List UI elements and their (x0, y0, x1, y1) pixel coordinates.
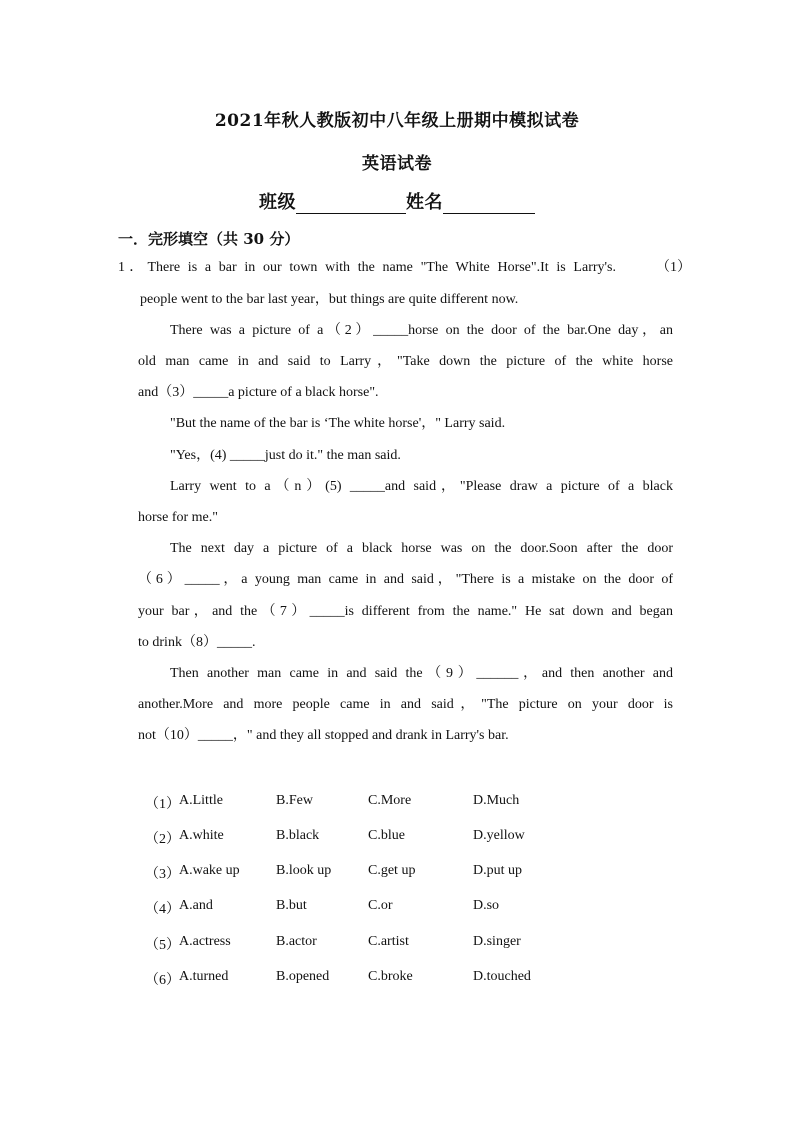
passage-line: （6）_____，a young man came in and said，"There is a mistake on the door of (138, 572, 673, 587)
option-b[interactable]: B.Few (276, 793, 313, 808)
option-b[interactable]: B.but (276, 898, 307, 913)
exam-title: 2021年秋人教版初中八年级上册期中模拟试卷 (214, 111, 580, 131)
passage-line: Then another man came in and said the（9）______，and then another and (170, 666, 673, 681)
passage-line: 1．There is a bar in our town with the name "The White Horse".It is Larry's. (118, 260, 616, 275)
option-d[interactable]: D.touched (473, 969, 531, 984)
option-a[interactable]: A.and (179, 898, 213, 913)
passage-line: The next day a picture of a black horse was on the door.Soon after the door (170, 541, 673, 556)
option-number: （6） (145, 973, 180, 988)
option-c[interactable]: C.or (368, 898, 393, 913)
passage-line: people went to the bar last year，but things are quite different now. (140, 292, 519, 307)
option-c[interactable]: C.More (368, 793, 412, 808)
blank-marker-1: （1） (656, 260, 691, 275)
option-a[interactable]: A.actress (179, 934, 231, 949)
option-number: （2） (145, 832, 180, 847)
option-b[interactable]: B.opened (276, 969, 330, 984)
name-label: 姓名 (406, 192, 443, 213)
option-number: （3） (145, 867, 180, 882)
passage-line: not（10）_____，" and they all stopped and drank in Larry's bar. (138, 728, 509, 743)
option-d[interactable]: D.so (473, 898, 500, 913)
passage-line: "Yes，(4) _____just do it." the man said. (170, 448, 401, 463)
option-b[interactable]: B.actor (276, 934, 317, 949)
exam-subject: 英语试卷 (362, 154, 432, 174)
option-a[interactable]: A.Little (179, 793, 223, 808)
passage-line: to drink（8）_____. (138, 635, 256, 650)
passage-line: "But the name of the bar is ‘The white horse'，" Larry said. (170, 416, 506, 431)
passage-line: your bar，and the（7）_____is different from the name." He sat down and began (138, 604, 673, 619)
option-d[interactable]: D.put up (473, 863, 522, 878)
option-c[interactable]: C.artist (368, 934, 409, 949)
passage-line: Larry went to a（n）(5) _____and said，"Please draw a picture of a black (170, 479, 673, 494)
passage-line: and（3）_____a picture of a black horse". (138, 385, 379, 400)
option-c[interactable]: C.blue (368, 828, 405, 843)
option-number: （5） (145, 938, 180, 953)
student-info-row (0, 188, 794, 214)
name-blank (443, 195, 535, 214)
passage-line: horse for me." (138, 510, 218, 525)
option-a[interactable]: A.white (179, 828, 224, 843)
option-d[interactable]: D.yellow (473, 828, 525, 843)
option-b[interactable]: B.black (276, 828, 320, 843)
option-d[interactable]: D.Much (473, 793, 520, 808)
class-label: 班级 (259, 192, 296, 213)
option-c[interactable]: C.get up (368, 863, 416, 878)
passage-line: another.More and more people came in and said，"The picture on your door is (138, 697, 673, 712)
section-heading: 一．完形填空（共 30 分） (118, 230, 300, 248)
option-number: （4） (145, 902, 180, 917)
option-a[interactable]: A.turned (179, 969, 229, 984)
option-c[interactable]: C.broke (368, 969, 413, 984)
passage-line: There was a picture of a（2）_____horse on the door of the bar.One day，an (170, 323, 673, 338)
class-blank (296, 195, 406, 214)
option-b[interactable]: B.look up (276, 863, 332, 878)
passage-line: old man came in and said to Larry，"Take down the picture of the white horse (138, 354, 673, 369)
option-a[interactable]: A.wake up (179, 863, 240, 878)
option-number: （1） (145, 797, 180, 812)
option-d[interactable]: D.singer (473, 934, 521, 949)
